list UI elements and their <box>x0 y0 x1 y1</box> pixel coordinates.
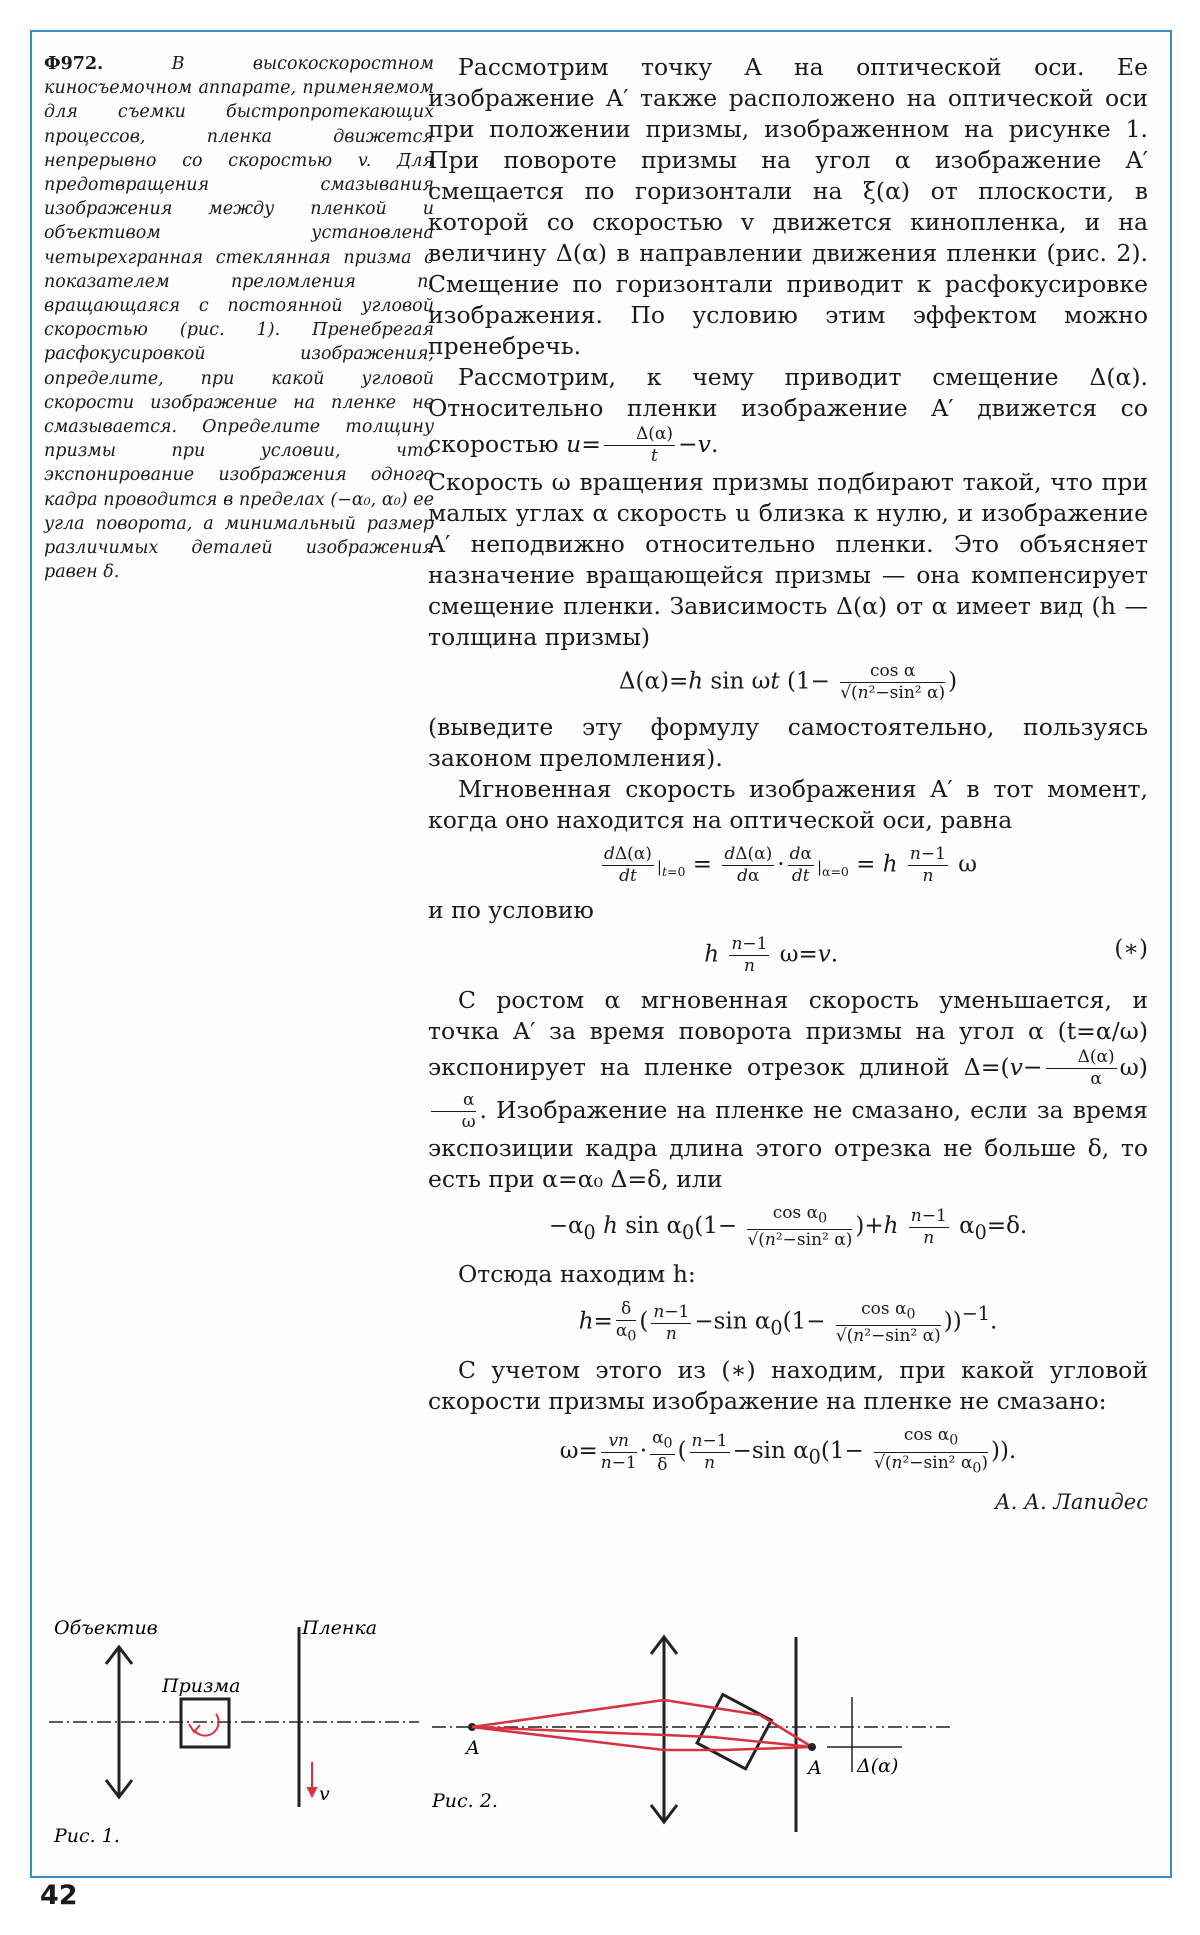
solution-paragraph-3: (выведите эту формулу самостоятельно, пользуясь законом преломления). <box>428 713 1148 772</box>
point-a-image <box>808 1743 816 1751</box>
solution-paragraph-2a: Рассмотрим, к чему приводит смещение Δ(α). Относительно пленки изображение A′ движется со скоростью u= $\frac{\Delta(\alpha)}{t}$ −v. <box>428 363 1148 466</box>
solution-paragraph-7: Отсюда находим h: <box>458 1260 696 1289</box>
formula-delta: Δ(α)=h sin ωt (1− $\frac{\text{cos α}}{\text{√(n²−sin² α)}}$ ) <box>618 661 958 703</box>
author: А. А. Лапидес <box>994 1490 1148 1515</box>
point-a-image-label: A <box>808 1757 822 1779</box>
velocity-label: v <box>319 1783 330 1805</box>
problem-text: В высокоскоростном киносъемочном аппарате, применяемом для съемки быстропротекающих процессов, пленка движется непрерывно со скоростью v. Для предотвращения смазывания изображения между пленкой и объективом установлена четырехгранная стеклянная призма с показателем преломления n, вращающаяся с постоянной угловой скоростью (рис. 1). Пренебрегая расфокусировкой изображения, определите, при какой угловой скорости изображение на пленке не смазывается. Определите толщину призмы при условии, что экспонирование изображения одного кадра проводится в пределах (−α₀, α₀) ее угла поворота, а минимальный размер различимых деталей изображения равен δ. <box>44 54 434 583</box>
solution-paragraph-4: Мгновенная скорость изображения A′ в тот момент, когда оно находится на оптической оси, равна <box>428 775 1148 834</box>
solution <box>428 52 1148 1518</box>
formula-omega: ω= $\frac{vn}{n-1}$ · $\frac{\alpha_0}{\delta}$ ( $\frac{n-1}{n}$ −sin $\alpha_0(1-$ $\frac{\cos \alpha_0}{√(n^2-\sin^2 \alpha_0)}$ )). <box>559 1425 1017 1477</box>
solution-paragraph-2b: Скорость ω вращения призмы подбирают такой, что при малых углах α скорость u близка к нулю, и изображение A′ неподвижно относительно пленки. Это объясняет назначение вращающейся призмы — она компенсирует смещение пленки. Зависимость Δ(α) от α имеет вид (h — толщина призмы) <box>428 468 1148 651</box>
figure-2 <box>432 1632 1152 1857</box>
figure-1 <box>44 1592 434 1852</box>
rotation-arrow-icon <box>194 1714 219 1736</box>
problem-statement <box>44 52 434 584</box>
solution-paragraph-6a: С ростом α мгновенная скорость уменьшается, и точка A′ за время поворота призмы на угол α (t=α/ω) экспонирует на пленке отрезок длиной Δ=(v− $\frac{\Delta(\alpha)}{\alpha}$ ω) $\frac{\alpha}{\omega}$ . Изображение на пленке не смазано, если за время экспозиции кадра длина этого отрезка не больше δ, то есть при α=α₀ Δ=δ, или <box>428 986 1148 1193</box>
point-a-label: A <box>466 1737 480 1759</box>
problem-id: Ф972. <box>44 54 104 74</box>
page-frame <box>30 30 1172 1878</box>
prism <box>181 1699 229 1747</box>
formula-star: (∗) h $\frac{n-1}{n}$ ω=v. <box>704 934 1148 976</box>
solution-paragraph-1: Рассмотрим точку A на оптической оси. Ее изображение A′ также расположено на оптической оси при положении призмы, изображенном на рисунке 1. При повороте призмы на угол α изображение A′ смещается по горизонтали на ξ(α) от плоскости, в которой со скоростью v движется кинопленка, и на величину Δ(α) в направлении движения пленки (рис. 2). Смещение по горизонтали приводит к расфокусировке изображения. По условию этим эффектом можно пренебречь. <box>428 53 1148 360</box>
solution-paragraph-8: С учетом этого из (∗) находим, при какой угловой скорости призмы изображение на пленке не смазано: <box>428 1356 1148 1416</box>
equation-number: (∗) <box>1114 936 1148 962</box>
prism-label: Призма <box>162 1675 241 1697</box>
formula-delta-condition: $-\alpha_0$ h $\sin \alpha_0(1-$ $\frac{\cos \alpha_0}{\text{√(n²−sin² α)}}$ )+h $\frac{n-1}{n}$ $\alpha_0=\delta$. <box>548 1203 1028 1251</box>
figure-2-caption: Рис. 2. <box>432 1790 498 1812</box>
formula-instant-velocity: $\frac{d\Delta(\alpha)}{dt}$ $|_{t=0}$ = $\frac{d\Delta(\alpha)}{d\alpha}$ · $\frac{d\alpha}{dt}$ $|_{\alpha=0} = h$ $\frac{n-1}{n}$ ω <box>603 844 978 886</box>
page-number: 42 <box>40 1880 78 1911</box>
formula-h: h= $\frac{\delta}{\alpha_0}$ ( $\frac{n-1}{n}$ −sin $\alpha_0(1-$ $\frac{\cos \alpha_0}{\text{√(n²−sin² α)}}$ ))$^{-1}$. <box>578 1298 998 1347</box>
figure-1-caption: Рис. 1. <box>54 1825 120 1847</box>
film-label: Пленка <box>302 1617 378 1639</box>
delta-label: Δ(α) <box>857 1755 899 1777</box>
solution-paragraph-5: и по условию <box>428 896 594 924</box>
objective-label: Объектив <box>54 1617 158 1639</box>
